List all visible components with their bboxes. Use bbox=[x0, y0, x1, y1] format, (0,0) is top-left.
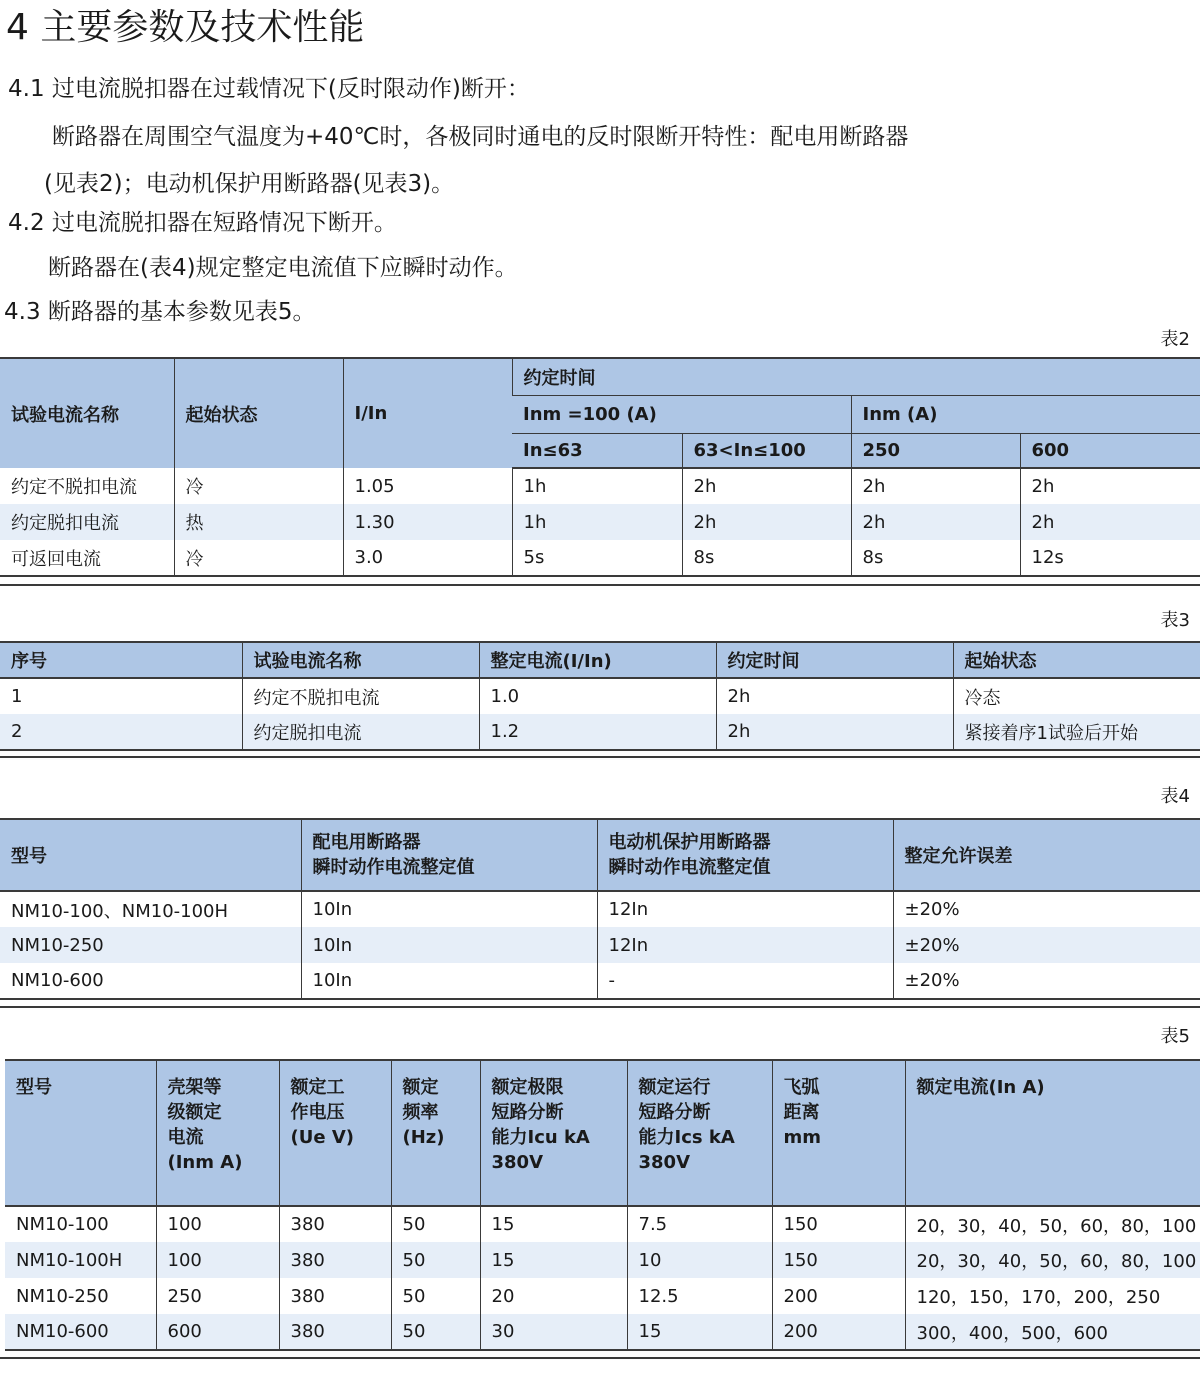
table-cell: 2h bbox=[682, 504, 851, 540]
table-cell: NM10-600 bbox=[5, 1314, 156, 1350]
section-title: 4 主要参数及技术性能 bbox=[6, 7, 365, 48]
table2-header-c4: 600 bbox=[1020, 433, 1200, 468]
table4-caption: 表4 bbox=[1160, 786, 1190, 807]
table5 bbox=[5, 1059, 1200, 1351]
table2 bbox=[0, 357, 1200, 577]
table-cell: 2h bbox=[1020, 468, 1200, 504]
table-cell: 150 bbox=[772, 1206, 905, 1242]
table2-header-name: 试验电流名称 bbox=[0, 358, 174, 468]
table2-header-c1: In≤63 bbox=[512, 433, 682, 468]
table-row bbox=[5, 1278, 1200, 1314]
table4-header-model: 型号 bbox=[0, 819, 301, 891]
table5-header-icu: 额定极限 短路分断 能力Icu kA 380V bbox=[480, 1060, 627, 1206]
table-row bbox=[0, 540, 1200, 576]
table-cell: 50 bbox=[391, 1278, 480, 1314]
table-cell: 冷态 bbox=[953, 678, 1200, 714]
table2-caption: 表2 bbox=[1160, 329, 1190, 350]
table-cell: 150 bbox=[772, 1242, 905, 1278]
table-cell: 300，400，500，600 bbox=[905, 1314, 1200, 1350]
table-cell: NM10-100、NM10-100H bbox=[0, 891, 301, 927]
table2-header-inm100: Inm =100 (A) bbox=[512, 395, 851, 433]
table-cell: NM10-100H bbox=[5, 1242, 156, 1278]
paragraph-4-1-ref: (见表2)；电动机保护用断路器(见表3)。 bbox=[44, 171, 455, 197]
table-cell: 7.5 bbox=[627, 1206, 772, 1242]
table-cell: NM10-250 bbox=[5, 1278, 156, 1314]
table-row bbox=[0, 714, 1200, 750]
table-cell: 1.2 bbox=[479, 714, 716, 750]
table-cell: 8s bbox=[682, 540, 851, 576]
table3-bottom-rule bbox=[0, 756, 1200, 758]
table-cell: 1.0 bbox=[479, 678, 716, 714]
table-cell: NM10-600 bbox=[0, 963, 301, 999]
table2-header-c3: 250 bbox=[851, 433, 1020, 468]
table3 bbox=[0, 641, 1200, 751]
table-row bbox=[0, 927, 1200, 963]
table-row bbox=[5, 1314, 1200, 1350]
table4-header-tolerance: 整定允许误差 bbox=[893, 819, 1200, 891]
table-cell: 30 bbox=[480, 1314, 627, 1350]
table2-header-c2: 63<In≤100 bbox=[682, 433, 851, 468]
table-cell: NM10-100 bbox=[5, 1206, 156, 1242]
table4-header-motor: 电动机保护用断路器 瞬时动作电流整定值 bbox=[597, 819, 893, 891]
table-row bbox=[0, 891, 1200, 927]
table-cell: 1h bbox=[512, 504, 682, 540]
table-cell: 380 bbox=[279, 1206, 391, 1242]
table-cell: 100 bbox=[156, 1206, 279, 1242]
table4 bbox=[0, 818, 1200, 1000]
table-cell: 热 bbox=[174, 504, 343, 540]
table-cell: 约定脱扣电流 bbox=[242, 714, 479, 750]
table2-header-ratio: I/In bbox=[343, 358, 512, 468]
table-row bbox=[5, 1242, 1200, 1278]
table2-header-inm: Inm (A) bbox=[851, 395, 1200, 433]
table-cell: 10 bbox=[627, 1242, 772, 1278]
table-cell: 冷 bbox=[174, 540, 343, 576]
table5-bottom-rule bbox=[0, 1357, 1200, 1359]
table-cell: 100 bbox=[156, 1242, 279, 1278]
table5-header-ics: 额定运行 短路分断 能力Ics kA 380V bbox=[627, 1060, 772, 1206]
table-cell: ±20% bbox=[893, 891, 1200, 927]
table-cell: 2 bbox=[0, 714, 242, 750]
paragraph-4-3: 4.3 断路器的基本参数见表5。 bbox=[4, 299, 316, 325]
table-cell: 10In bbox=[301, 963, 597, 999]
table-cell: 1.05 bbox=[343, 468, 512, 504]
table-cell: 15 bbox=[480, 1206, 627, 1242]
table3-header-setting: 整定电流(I/In) bbox=[479, 642, 716, 678]
table-cell: 600 bbox=[156, 1314, 279, 1350]
table-cell: 2h bbox=[851, 468, 1020, 504]
paragraph-4-1-body: 断路器在周围空气温度为+40℃时，各极同时通电的反时限断开特性：配电用断路器 bbox=[52, 124, 909, 150]
table-cell: 约定不脱扣电流 bbox=[0, 468, 174, 504]
table-cell: 2h bbox=[716, 678, 953, 714]
table5-header-rated-current: 额定电流(In A) bbox=[905, 1060, 1200, 1206]
table-cell: 50 bbox=[391, 1206, 480, 1242]
table-cell: 10In bbox=[301, 891, 597, 927]
table-cell: 20，30，40，50，60，80，100 bbox=[905, 1242, 1200, 1278]
table-row bbox=[0, 504, 1200, 540]
table-cell: 紧接着序1试验后开始 bbox=[953, 714, 1200, 750]
table-cell: ±20% bbox=[893, 963, 1200, 999]
table-row bbox=[0, 963, 1200, 999]
table3-header-time: 约定时间 bbox=[716, 642, 953, 678]
table-cell: 5s bbox=[512, 540, 682, 576]
table-cell: 1 bbox=[0, 678, 242, 714]
table-cell: 15 bbox=[627, 1314, 772, 1350]
table-row bbox=[0, 468, 1200, 504]
table-cell: 380 bbox=[279, 1314, 391, 1350]
table5-header-frame-current: 壳架等 级额定 电流 (Inm A) bbox=[156, 1060, 279, 1206]
table3-header-state: 起始状态 bbox=[953, 642, 1200, 678]
table-cell: 200 bbox=[772, 1314, 905, 1350]
table-cell: 50 bbox=[391, 1242, 480, 1278]
table5-header-arc-distance: 飞弧 距离 mm bbox=[772, 1060, 905, 1206]
table-cell: 250 bbox=[156, 1278, 279, 1314]
table-cell: 3.0 bbox=[343, 540, 512, 576]
table-cell: 15 bbox=[480, 1242, 627, 1278]
table-cell: 2h bbox=[682, 468, 851, 504]
table-cell: 2h bbox=[1020, 504, 1200, 540]
table-cell: 12In bbox=[597, 891, 893, 927]
table2-header-time: 约定时间 bbox=[512, 358, 1200, 395]
table5-header-model: 型号 bbox=[5, 1060, 156, 1206]
table3-caption: 表3 bbox=[1160, 610, 1190, 631]
table-cell: ±20% bbox=[893, 927, 1200, 963]
paragraph-4-1: 4.1 过电流脱扣器在过载情况下(反时限动作)断开： bbox=[8, 76, 530, 102]
table5-caption: 表5 bbox=[1160, 1026, 1190, 1047]
table-cell: 20，30，40，50，60，80，100 bbox=[905, 1206, 1200, 1242]
table5-header-frequency: 额定 频率 (Hz) bbox=[391, 1060, 480, 1206]
table2-header-state: 起始状态 bbox=[174, 358, 343, 468]
table-cell: 约定不脱扣电流 bbox=[242, 678, 479, 714]
table-cell: 10In bbox=[301, 927, 597, 963]
table-row bbox=[0, 678, 1200, 714]
table-cell: 冷 bbox=[174, 468, 343, 504]
table2-bottom-rule bbox=[0, 584, 1200, 586]
table-cell: NM10-250 bbox=[0, 927, 301, 963]
table-row bbox=[5, 1206, 1200, 1242]
table-cell: 2h bbox=[851, 504, 1020, 540]
table3-header-seq: 序号 bbox=[0, 642, 242, 678]
table-cell: 12s bbox=[1020, 540, 1200, 576]
table-cell: 可返回电流 bbox=[0, 540, 174, 576]
paragraph-4-2-body: 断路器在(表4)规定整定电流值下应瞬时动作。 bbox=[48, 255, 518, 281]
table5-header-voltage: 额定工 作电压 (Ue V) bbox=[279, 1060, 391, 1206]
table-cell: 120，150，170，200，250 bbox=[905, 1278, 1200, 1314]
table4-header-distribution: 配电用断路器 瞬时动作电流整定值 bbox=[301, 819, 597, 891]
table-cell: - bbox=[597, 963, 893, 999]
table-cell: 约定脱扣电流 bbox=[0, 504, 174, 540]
table-cell: 380 bbox=[279, 1278, 391, 1314]
table4-bottom-rule bbox=[0, 1006, 1200, 1008]
table-cell: 200 bbox=[772, 1278, 905, 1314]
table-cell: 20 bbox=[480, 1278, 627, 1314]
table-cell: 2h bbox=[716, 714, 953, 750]
table-cell: 1.30 bbox=[343, 504, 512, 540]
table3-header-name: 试验电流名称 bbox=[242, 642, 479, 678]
table-cell: 50 bbox=[391, 1314, 480, 1350]
table-cell: 8s bbox=[851, 540, 1020, 576]
table-cell: 12In bbox=[597, 927, 893, 963]
table-cell: 12.5 bbox=[627, 1278, 772, 1314]
paragraph-4-2: 4.2 过电流脱扣器在短路情况下断开。 bbox=[8, 210, 397, 236]
table-cell: 1h bbox=[512, 468, 682, 504]
table-cell: 380 bbox=[279, 1242, 391, 1278]
